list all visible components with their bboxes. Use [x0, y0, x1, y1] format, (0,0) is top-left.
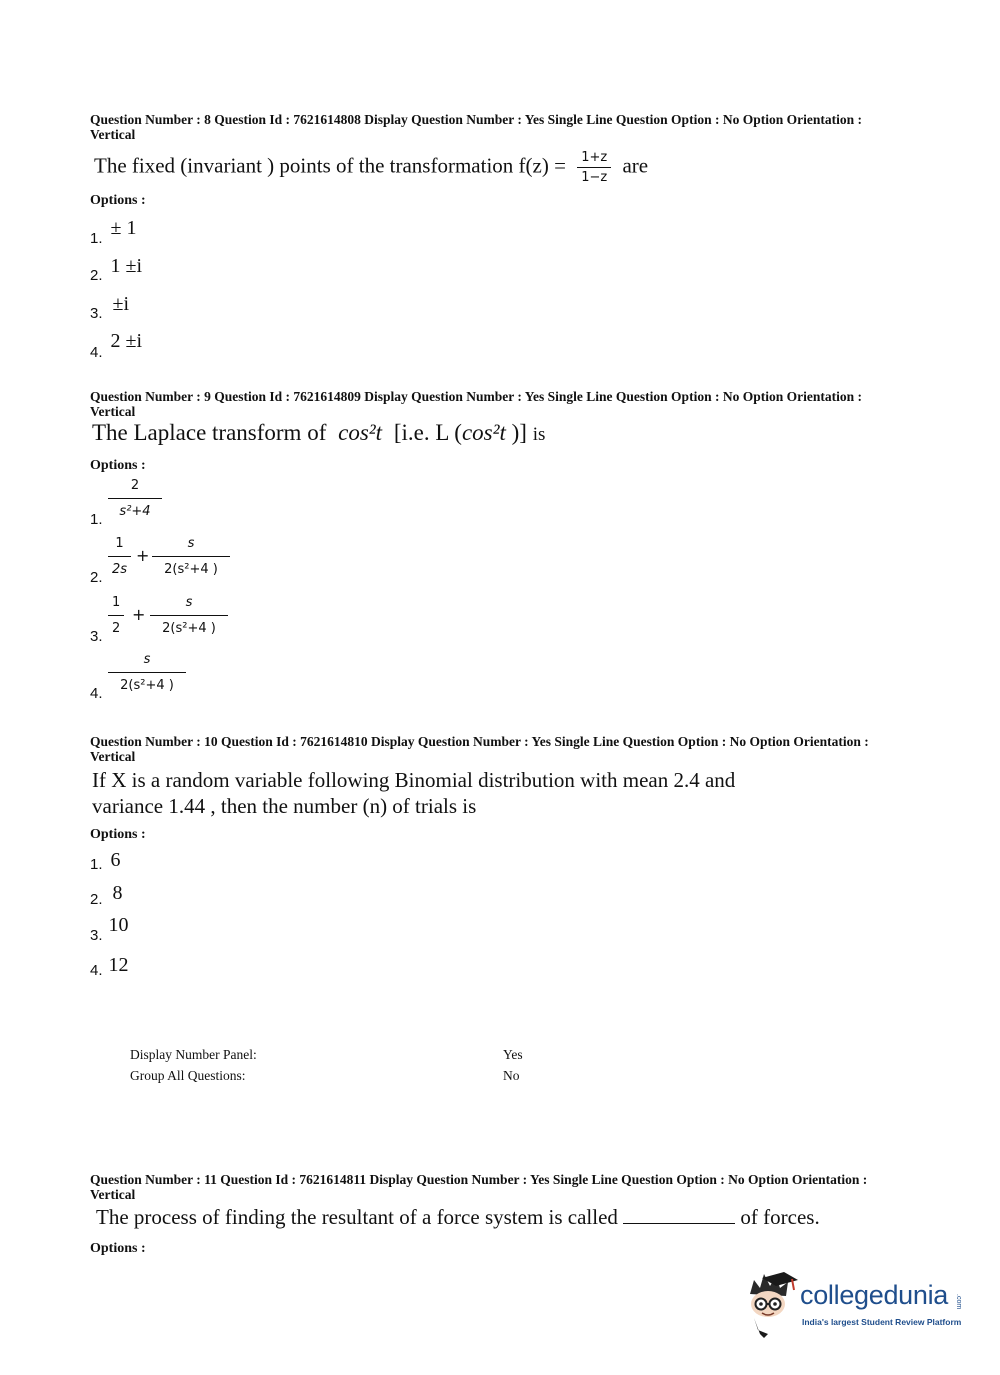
q9-question-text: The Laplace transform of — [92, 420, 327, 445]
q10-question-line-2: variance 1.44 , then the number (n) of trials is — [92, 794, 477, 818]
q9-question-text-4: is — [532, 424, 546, 445]
q9-opt2-frac-1 — [108, 536, 131, 577]
frac-den: 2s — [108, 556, 131, 577]
option-number: 1. — [90, 230, 103, 247]
q8-frac-num: 1+z — [581, 150, 608, 165]
frac-den: s²+4 — [108, 498, 162, 519]
option-text: ± 1 — [110, 217, 137, 239]
frac-num: 2 — [130, 478, 140, 493]
q11-options-label: Options : — [90, 1241, 146, 1256]
q8-question-text-end: are — [622, 153, 649, 178]
q9-options-label: Options : — [90, 458, 146, 473]
logo-dotcom: .com — [955, 1294, 962, 1310]
q10-option-2[interactable] — [90, 882, 123, 908]
q9-cos-expr-2: cos²t — [461, 420, 506, 445]
option-number: 2. — [90, 891, 103, 908]
logo-tagline: India's largest Student Review Platform — [802, 1317, 962, 1327]
q8-meta: Question Number : 8 Question Id : 7621614808 Display Question Number : Yes Single Line Question Option : No Option Orientation : Vertical — [90, 112, 862, 142]
option-number: 4. — [90, 344, 103, 361]
q9-question-text-3: )] — [511, 420, 527, 445]
panel-label-display-number: Display Number Panel: — [130, 1047, 257, 1062]
frac-num: s — [143, 652, 151, 667]
option-number: 1. — [90, 511, 103, 528]
q9-opt1-fraction — [108, 478, 162, 519]
q9-meta: Question Number : 9 Question Id : 7621614809 Display Question Number : Yes Single Line Question Option : No Option Orientation : Vertical — [90, 389, 862, 419]
q10-meta: Question Number : 10 Question Id : 7621614810 Display Question Number : Yes Single Line Question Option : No Option Orientation : Vertical — [90, 734, 869, 764]
q9-opt4-fraction — [108, 652, 186, 693]
q9-question-text-2: [i.e. L ( — [393, 420, 462, 445]
q9-cos-expr: cos²t — [338, 420, 383, 445]
option-number: 4. — [90, 685, 103, 702]
panel-value-display-number: Yes — [503, 1047, 523, 1062]
option-number: 2. — [90, 569, 103, 586]
option-text: ±i — [112, 293, 130, 315]
q8-question — [94, 150, 648, 185]
q8-question-text: The fixed (invariant ) points of the transformation f(z) = — [94, 153, 566, 178]
option-text: 8 — [112, 882, 123, 904]
frac-den: 2(s²+4 ) — [152, 556, 230, 577]
q9-opt3-frac-2 — [150, 595, 228, 636]
q8-option-1[interactable] — [90, 217, 137, 247]
q10-option-4[interactable] — [90, 954, 129, 977]
panel-label-group-all: Group All Questions: — [130, 1068, 246, 1083]
option-number: 1. — [90, 856, 103, 873]
q10-question-line-1: If X is a random variable following Binomial distribution with mean 2.4 and — [92, 768, 736, 792]
q10-option-3[interactable] — [90, 914, 129, 944]
answer-blank — [623, 1205, 735, 1224]
plus-sign: + — [136, 546, 150, 565]
option-number: 3. — [90, 305, 103, 322]
option-text: 10 — [108, 914, 129, 936]
option-text: 6 — [110, 849, 121, 871]
option-number: 3. — [90, 628, 103, 645]
q11-question-text: The process of finding the resultant of a force system is called — [96, 1205, 618, 1229]
option-text: 1 ±i — [110, 255, 143, 277]
panel-value-group-all: No — [503, 1068, 520, 1083]
q9-question — [92, 420, 545, 446]
frac-num: 1 — [115, 536, 124, 551]
q9-opt2-frac-2 — [152, 536, 230, 577]
q8-option-2[interactable] — [90, 255, 143, 284]
frac-num: 1 — [112, 595, 121, 610]
q11-question-text-end: of forces. — [740, 1205, 820, 1229]
q8-option-3[interactable] — [90, 293, 130, 322]
q11-meta: Question Number : 11 Question Id : 7621614811 Display Question Number : Yes Single Line Question Option : No Option Orientation : Vertical — [90, 1172, 868, 1202]
option-number: 4. — [90, 962, 103, 979]
q8-options-label: Options : — [90, 193, 146, 208]
q9-opt3-frac-1 — [108, 595, 124, 636]
option-text: 12 — [108, 954, 129, 976]
frac-den: 2(s²+4 ) — [150, 615, 228, 636]
mascot-icon — [740, 1268, 802, 1340]
plus-sign: + — [132, 605, 146, 624]
frac-den: 2(s²+4 ) — [108, 672, 186, 693]
q10-option-1[interactable] — [90, 849, 121, 872]
frac-num: s — [185, 595, 193, 610]
option-number: 2. — [90, 267, 103, 284]
collegedunia-logo — [740, 1268, 975, 1348]
frac-den: 2 — [108, 615, 124, 636]
q8-frac-den: 1−z — [577, 167, 611, 185]
q10-options-label: Options : — [90, 827, 146, 842]
option-text: 2 ±i — [110, 330, 143, 352]
q8-option-4[interactable] — [90, 330, 143, 361]
q8-fraction — [577, 150, 611, 185]
frac-num: s — [187, 536, 195, 551]
option-number: 3. — [90, 927, 103, 944]
q11-question — [96, 1205, 820, 1230]
logo-wordmark: collegedunia — [800, 1280, 949, 1310]
